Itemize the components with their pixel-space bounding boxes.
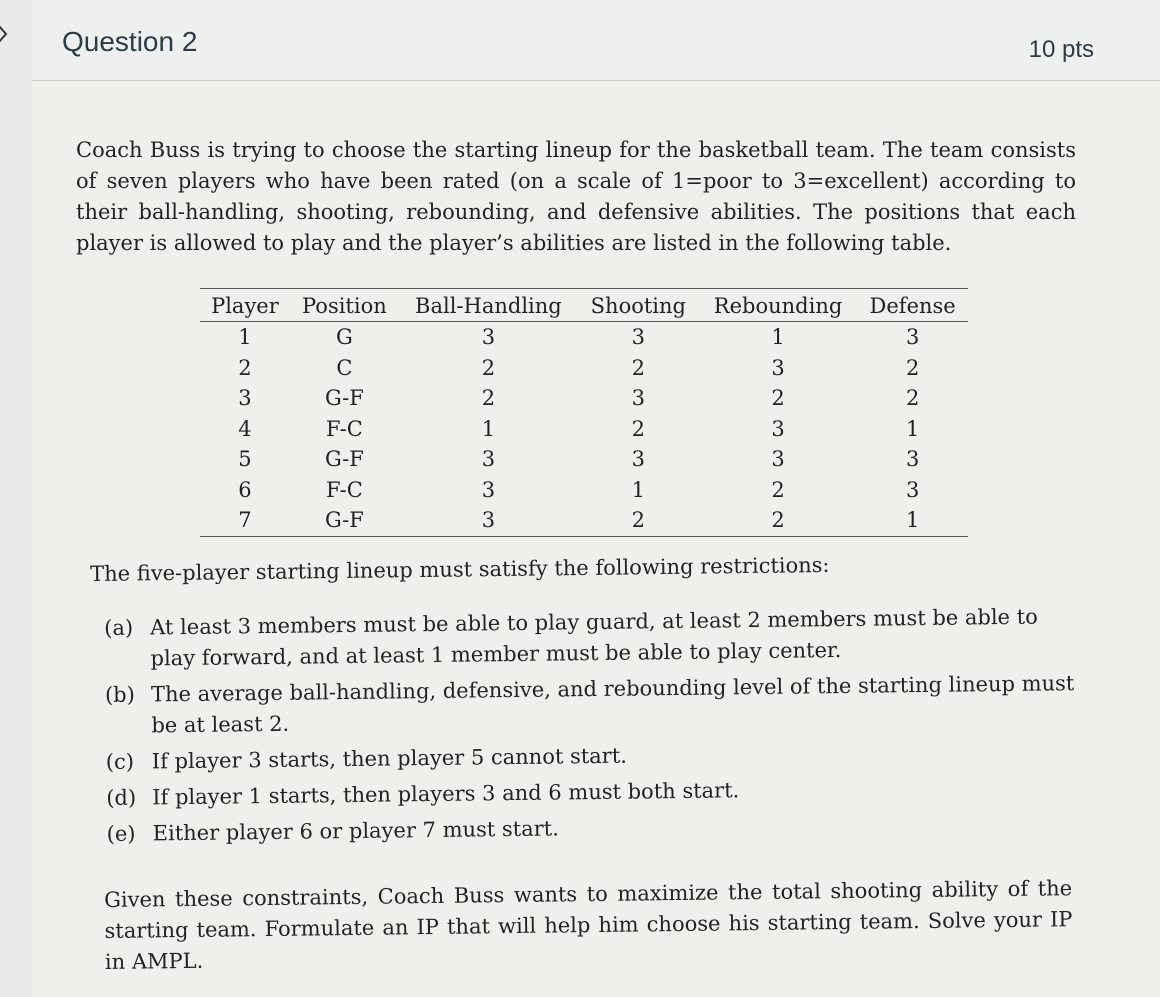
cell-shooting: 1 [631,477,646,502]
cell-position: G-F [324,447,364,472]
column-header-defense: Defense [857,289,968,322]
closing-paragraph: Given these constraints, Coach Buss wants to maximize the total shooting ability of the starting team. Formulate an IP that will help him choose his starting team. Solve your IP in AMPL. [104,876,1073,974]
cell-defense: 2 [905,355,920,380]
restriction-text: Either player 6 or player 7 must start. [152,816,559,846]
cell-rebounding: 2 [699,505,857,536]
column-header-player: Player [200,289,290,322]
cell-player: 4 [238,416,252,441]
restriction-item [106,739,792,778]
cell-rebounding: 3 [771,416,785,441]
cell-player: 3 [238,386,252,411]
table-row [200,444,968,475]
question-title: Question 2 [62,26,198,57]
player-abilities-table [200,288,968,537]
table-row [200,353,968,384]
cell-rebounding: 2 [771,386,785,411]
cell-ball-handling: 3 [481,325,496,350]
table-row [200,383,968,414]
cell-position: G [336,325,353,350]
restriction-text: The average ball-handling, defensive, and rebounding level of the starting lineup must be at least 2. [150,671,1075,738]
cell-ball-handling: 3 [481,447,496,472]
cell-rebounding: 1 [771,325,785,350]
table-row [200,414,968,445]
cell-player: 1 [238,325,252,350]
cell-rebounding: 3 [771,355,785,380]
restriction-marker: (a) [104,615,134,640]
cell-shooting: 2 [631,416,646,441]
cell-defense: 2 [905,386,920,411]
table-row [200,322,968,353]
restriction-marker: (e) [106,821,136,846]
cell-ball-handling: 2 [481,355,496,380]
cell-defense: 1 [905,416,920,441]
question-points: 10 pts [1028,36,1094,63]
cell-position: F-C [326,416,363,441]
table-header-row [200,289,968,322]
column-header-position: Position [290,289,399,322]
cell-player: 7 [200,505,290,536]
cell-position: G-F [290,505,399,536]
intro-paragraph: Coach Buss is trying to choose the starting lineup for the basketball team. The team consists of seven players who have been rated (on a scale of 1=poor to 3=excellent) according to their ball-handling, shooting, rebounding, and defensive abilities. The positions that each player is allowed to play and the player’s abilities are listed in the following table. [76,138,1076,255]
cell-defense: 3 [905,447,920,472]
restriction-item [105,668,1076,742]
cell-ball-handling: 1 [481,416,496,441]
cell-ball-handling: 2 [481,386,496,411]
cell-shooting: 2 [631,355,646,380]
cell-player: 5 [238,447,252,472]
cell-position: C [336,355,353,380]
cell-defense: 1 [857,505,968,536]
column-header-shooting: Shooting [578,289,699,322]
table-row [200,475,968,506]
restriction-marker: (d) [106,785,137,810]
cell-defense: 3 [905,325,920,350]
cell-rebounding: 3 [771,447,785,472]
cell-shooting: 3 [631,386,646,411]
restriction-item [104,601,1075,675]
cell-defense: 3 [905,477,920,502]
restrictions-list [104,601,1077,855]
cell-ball-handling: 3 [481,477,496,502]
cell-ball-handling: 3 [399,505,578,536]
restriction-text: If player 1 starts, then players 3 and 6 must both start. [152,778,740,810]
cell-player: 2 [238,355,252,380]
restriction-item [106,775,792,814]
question-header [32,0,1160,81]
restriction-marker: (c) [105,749,135,774]
cell-shooting: 2 [578,505,699,536]
column-header-ball-handling: Ball-Handling [399,289,578,322]
cell-player: 6 [238,477,252,502]
cell-shooting: 3 [631,447,646,472]
cell-position: G-F [324,386,364,411]
cell-position: F-C [326,477,363,502]
restriction-item [107,811,793,850]
restriction-text: At least 3 members must be able to play guard, at least 2 members must be able to play forward, and at least 1 member must be able to play center. [150,604,1038,671]
table-row [200,505,968,536]
restriction-marker: (b) [104,682,135,707]
restriction-text: If player 3 starts, then player 5 cannot start. [151,743,628,774]
chevron-right-icon[interactable] [0,22,16,46]
cell-rebounding: 2 [771,477,785,502]
cell-shooting: 3 [631,325,646,350]
column-header-rebounding: Rebounding [699,289,857,322]
restrictions-intro: The five-player starting lineup must satisfy the following restrictions: [90,552,830,586]
